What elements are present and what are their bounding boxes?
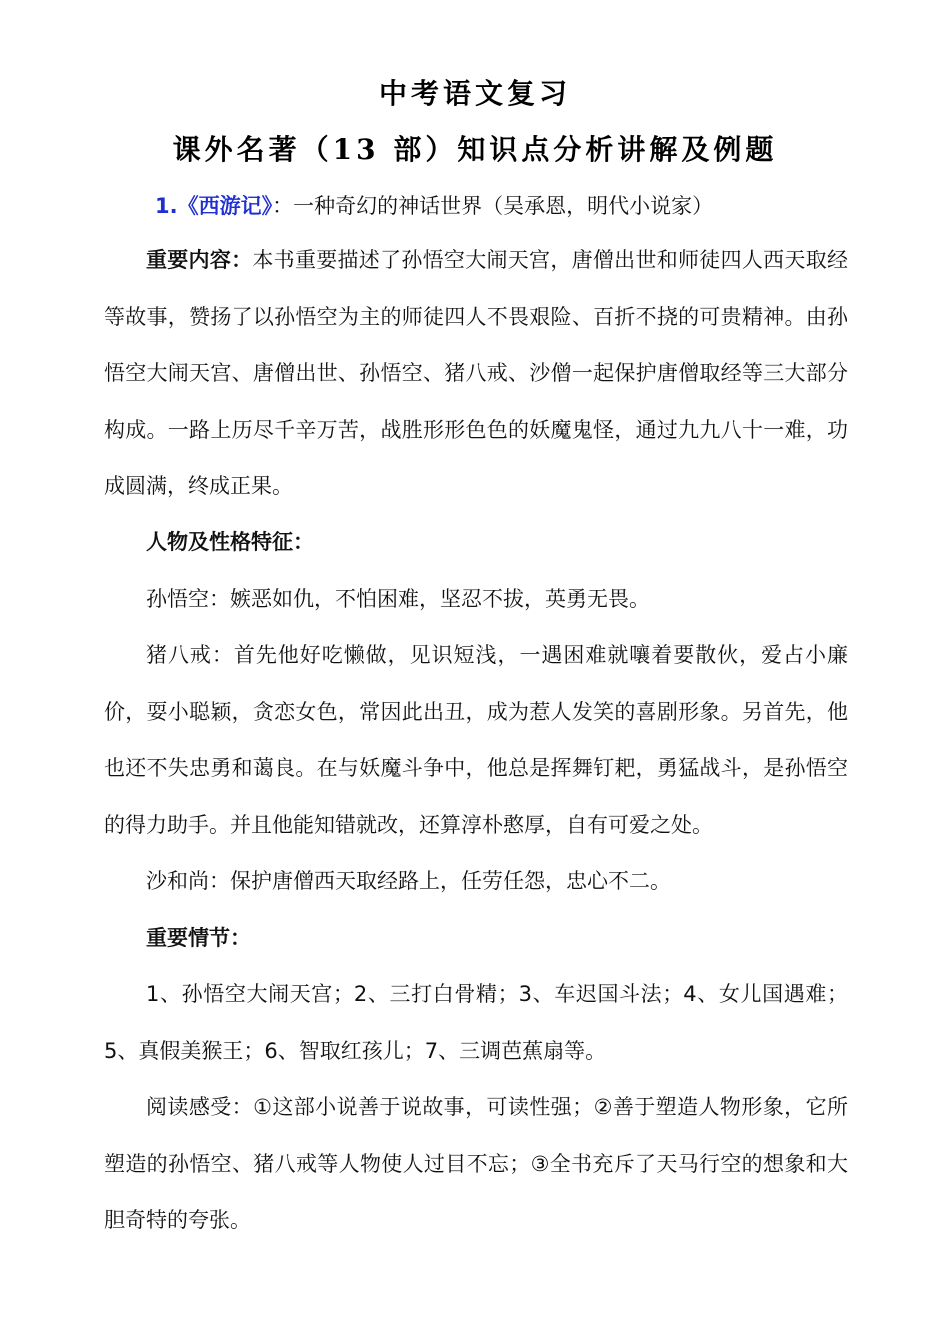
- character-sha: 沙和尚：保护唐僧西天取经路上，任劳任怨，忠心不二。: [146, 869, 671, 893]
- characters-label: 人物及性格特征：: [146, 530, 314, 554]
- document-title: 中考语文复习: [378, 77, 571, 110]
- section-number-title: 1.《西游记》: [155, 194, 273, 218]
- section-heading: [155, 190, 713, 220]
- section-description: 一种奇幻的神话世界（吴承恩，明代小说家）: [293, 194, 714, 218]
- plots-label: 重要情节：: [146, 926, 251, 950]
- main-content-paragraph: [104, 232, 848, 515]
- section-separator: ：: [272, 194, 294, 218]
- reading-impression: 阅读感受：①这部小说善于说故事，可读性强；②善于塑造人物形象，它所塑造的孙悟空、猪八戒等人物使人过目不忘；③全书充斥了天马行空的想象和大胆奇特的夸张。: [104, 1095, 848, 1232]
- main-content-text: 本书重要描述了孙悟空大闹天宫，唐僧出世和师徒四人西天取经等故事，赞扬了以孙悟空为主的师徒四人不畏艰险、百折不挠的可贵精神。由孙悟空大闹天宫、唐僧出世、孙悟空、猪八戒、沙僧一起保护唐僧取经等三大部分构成。一路上历尽千辛万苦，战胜形形色色的妖魔鬼怪，通过九九八十一难，功成圆满，终成正果。: [104, 248, 848, 498]
- main-content-label: 重要内容：: [146, 248, 253, 272]
- plots-list: 1、孙悟空大闹天宫；2、三打白骨精；3、车迟国斗法；4、女儿国遇难；5、真假美猴王；6、智取红孩儿；7、三调芭蕉扇等。: [104, 982, 848, 1063]
- character-bajie: 猪八戒：首先他好吃懒做，见识短浅，一遇困难就嚷着要散伙，爱占小廉价，耍小聪颖，贪恋女色，常因此出丑，成为惹人发笑的喜剧形象。另首先，他也还不失忠勇和蔼良。在与妖魔斗争中，他总是挥舞钉耙，勇猛战斗，是孙悟空的得力助手。并且他能知错就改，还算淳朴憨厚，自有可爱之处。: [104, 643, 848, 837]
- character-wukong: 孙悟空：嫉恶如仇，不怕困难，坚忍不拔，英勇无畏。: [146, 587, 650, 611]
- document-subtitle: 课外名著（13 部）知识点分析讲解及例题: [172, 133, 778, 166]
